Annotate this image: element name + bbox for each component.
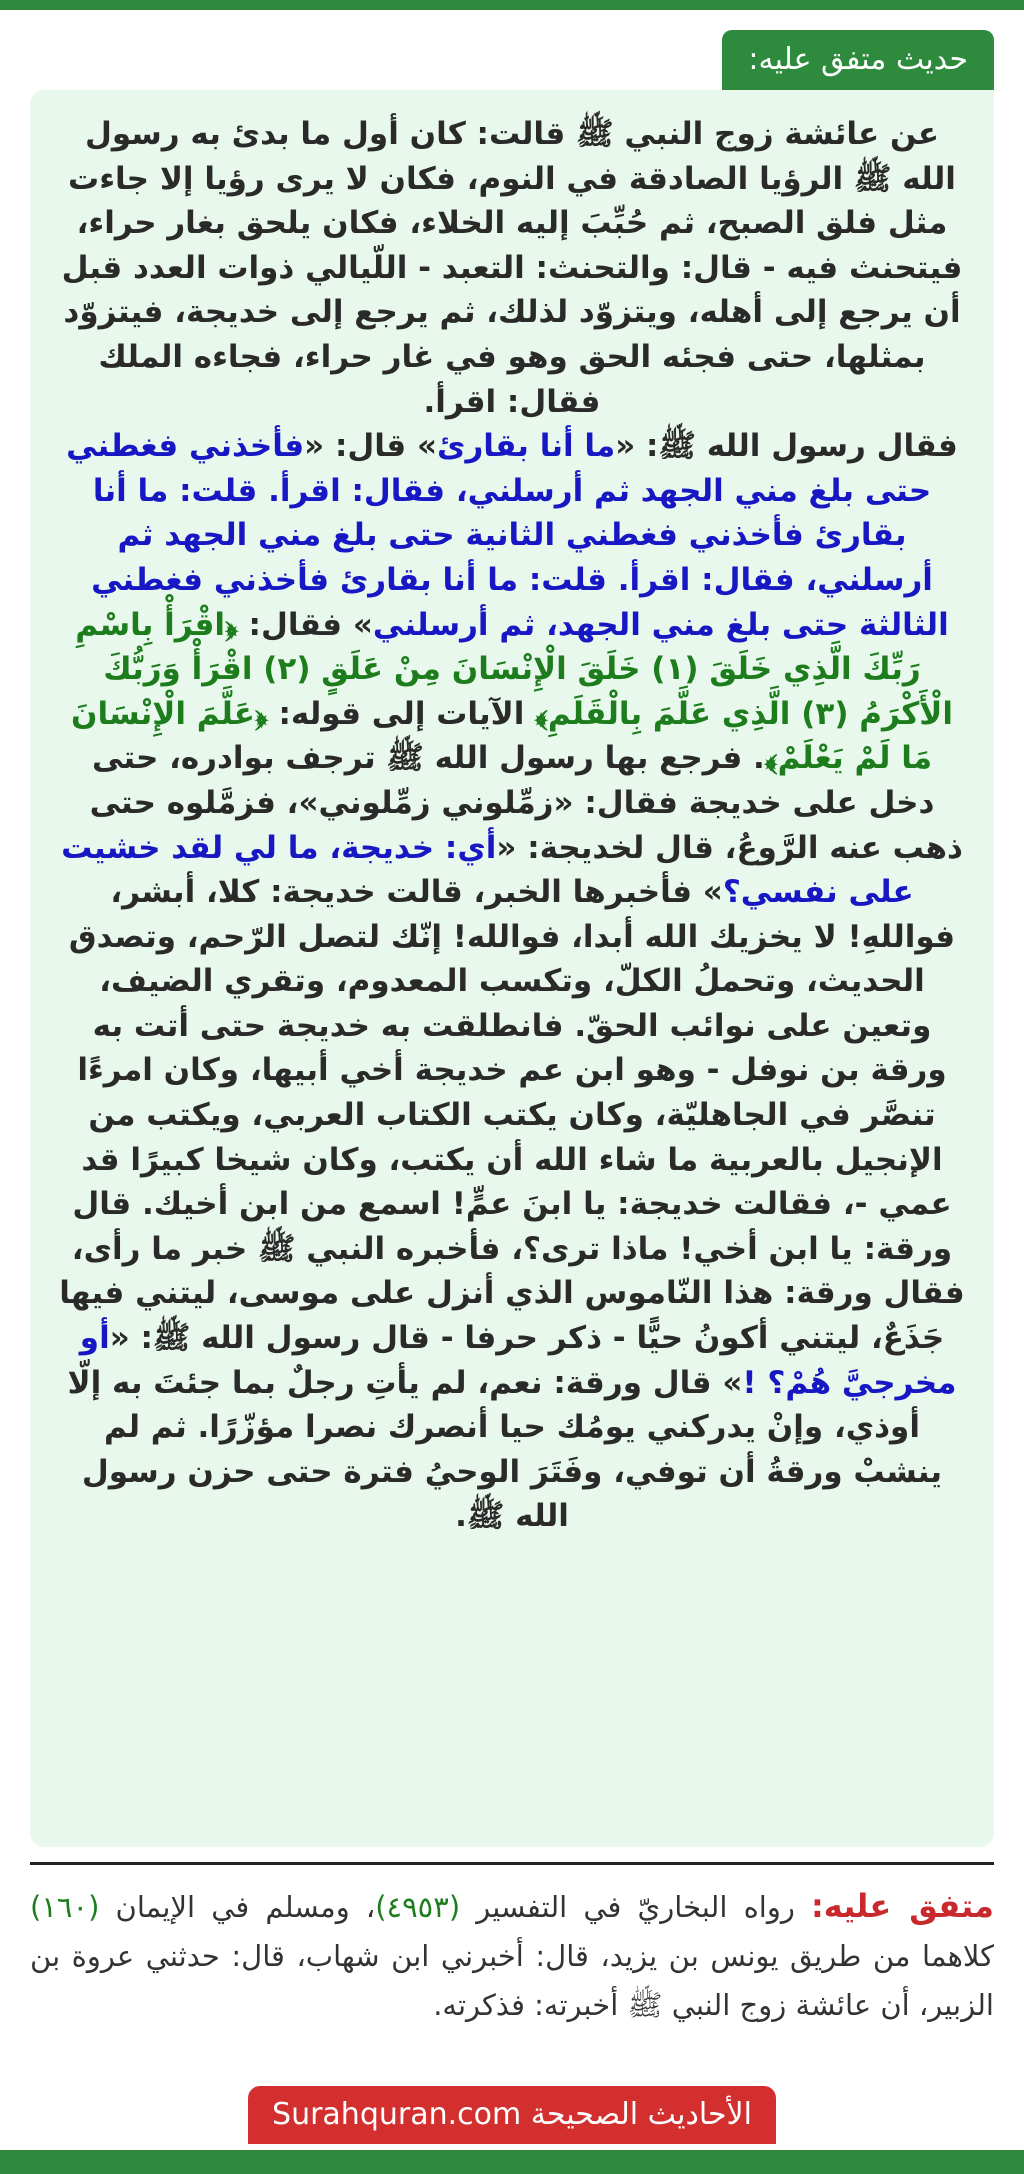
takhrij-text: رواه البخاريّ في التفسير — [460, 1890, 811, 1924]
takhrij-text: كلاهما من طريق يونس بن يزيد، قال: أخبرني ابن شهاب، قال: حدثني عروة بن الزبير، أن عائشة زوج النبي ﷺ أخبرته: فذكرته. — [30, 1939, 994, 2022]
top-accent-bar — [0, 0, 1024, 10]
hadith-category-label: حديث متفق عليه: — [722, 30, 994, 90]
quran-verse: ﴿عَلَّمَ الْإِنْسَانَ مَا لَمْ يَعْلَمْ﴾ — [70, 695, 933, 777]
prophet-speech: أي: خديجة، ما لي لقد خشيت على نفسي؟ — [61, 829, 914, 911]
quran-verse: ﴿اقْرَأْ بِاسْمِ رَبِّكَ الَّذِي خَلَقَ (١) خَلَقَ الْإِنْسَانَ مِنْ عَلَقٍ (٢) اقْرَأْ وَرَبُّكَ الْأَكْرَمُ (٣) الَّذِي عَلَّمَ بِالْقَلَمِ﴾ — [75, 606, 954, 732]
hadith-narration: فقال رسول الله ﷺ: « — [615, 428, 958, 465]
takhrij-paragraph — [30, 1882, 994, 2030]
reference-number: (١٦٠) — [30, 1890, 100, 1924]
hadith-narration: » فقال: — [237, 606, 373, 643]
takhrij-label: متفق عليه: — [810, 1887, 994, 1925]
reference-number: (٤٩٥٣) — [375, 1890, 461, 1924]
prophet-speech: ما أنا بقارئ — [437, 428, 616, 465]
hadith-narration: . فرجع بها رسول الله ﷺ ترجف بوادره، حتى دخل على خديجة فقال: «زمِّلوني زمِّلوني»، فزمَّلوه حتى ذهب عنه الرَّوعُ، قال لخديجة: « — [89, 740, 963, 866]
section-divider — [30, 1862, 994, 1865]
bottom-accent-bar — [0, 2150, 1024, 2174]
hadith-narration: » فأخبرها الخبر، قالت خديجة: كلا، أبشر، فواللهِ! لا يخزيك الله أبدا، فوالله! إنّك لتصل الرّحم، وتصدق الحديث، وتحملُ الكلّ، وتكسب المعدوم، وتقري الضيف، وتعين على نوائب الحقّ. فانطلقت به خديجة حتى أتت به ورقة بن نوفل - وهو ابن عم خديجة أخي أبيها، وكان امرءًا تنصَّر في الجاهليّة، وكان يكتب الكتاب العربي، ويكتب من الإنجيل بالعربية ما شاء الله أن يكتب، وكان شيخا كبيرًا قد عمي -، فقالت خديجة: يا ابنَ عمٍّ! اسمع من ابن أخيك. قال ورقة: يا ابن أخي! ماذا ترى؟، فأخبره النبي ﷺ خبر ما رأى، فقال ورقة: هذا النّاموس الذي أنزل على موسى، ليتني فيها جَذَعٌ، ليتني أكونُ حيًّا - ذكر حرفا - قال رسول الله ﷺ: « — [59, 874, 965, 1357]
hadith-narration: » قال: « — [304, 428, 438, 465]
prophet-speech: فأخذني فغطني حتى بلغ مني الجهد ثم أرسلني، فقال: اقرأ. قلت: ما أنا بقارئ فأخذني فغطني الثانية حتى بلغ مني الجهد ثم أرسلني، فقال: اقرأ. قلت: ما أنا بقارئ فأخذني فغطني الثالثة حتى بلغ مني الجهد، ثم أرسلني — [66, 428, 949, 643]
hadith-narration: الآيات إلى قوله: — [267, 695, 536, 732]
takhrij-text: ، ومسلم في الإيمان — [99, 1890, 376, 1924]
hadith-narration: » قال ورقة: نعم، لم يأتِ رجلٌ بما جئتَ به إلّا أوذي، وإنْ يدركني يومُك حيا أنصرك نصرا مؤزّرًا. ثم لم ينشبْ ورقةُ أن توفي، وفَتَرَ الوحيُ فترة حتى حزن رسول الله ﷺ. — [67, 1364, 943, 1535]
hadith-narration: عن عائشة زوج النبي ﷺ قالت: كان أول ما بدئ به رسول الله ﷺ الرؤيا الصادقة في النوم، فكان لا يرى رؤيا إلا جاءت مثل فلق الصبح، ثم حُبِّبَ إليه الخلاء، فكان يلحق بغار حراء، فيتحنث فيه - قال: والتحنث: التعبد - اللّيالي ذوات العدد قبل أن يرجع إلى أهله، ويتزوّد لذلك، ثم يرجع إلى خديجة، فيتزوّد بمثلها، حتى فجئه الحق وهو في غار حراء، فجاءه الملك فقال: اقرأ. — [61, 116, 963, 420]
prophet-speech: أو مخرجيَّ هُمْ؟ ! — [79, 1320, 957, 1401]
site-brand-badge: الأحاديث الصحيحة Surahquran.com — [248, 2086, 776, 2144]
brand-container — [0, 2086, 1024, 2144]
hadith-text-box — [30, 90, 994, 1847]
